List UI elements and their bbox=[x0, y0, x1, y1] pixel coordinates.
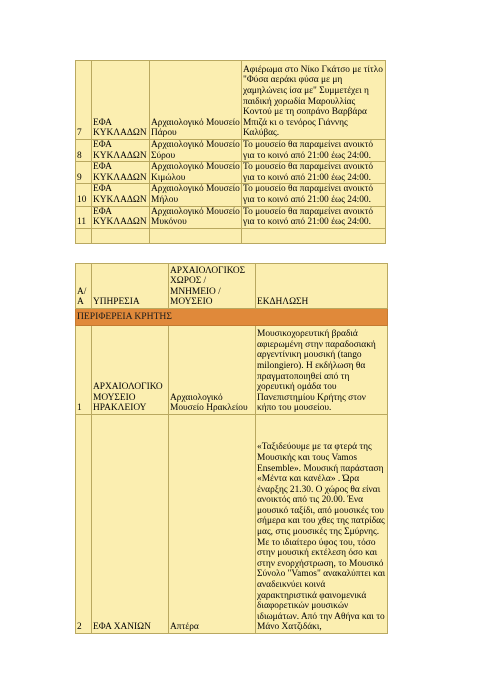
table-row bbox=[76, 162, 386, 184]
table-row bbox=[76, 184, 386, 206]
event-cell: Το μουσείο θα παραμείνει ανοικτό για το κοινό από 21:00 έως 24:00. bbox=[242, 184, 386, 206]
table-header-row bbox=[76, 264, 388, 309]
table-row bbox=[76, 206, 386, 228]
event-cell: Αφιέρωμα στο Νίκο Γκάτσο με τίτλο "Φύσα αεράκι φύσα με μη χαμηλώνεις ίσα με" Συμμετέχει η παιδική χορωδία Μαρουλλίας Κοντού με τη σοπράνο Βαρβάρα Μπιζά κι ο τενόρος Γιάννης Καλύβας. bbox=[242, 61, 386, 140]
header-num: Α/Α bbox=[76, 264, 92, 309]
header-service: ΥΠΗΡΕΣΙΑ bbox=[92, 264, 169, 309]
site-cell: Απτέρα bbox=[169, 415, 256, 634]
event-cell: Το μουσείο θα παραμείνει ανοικτό για το κοινό από 21:00 έως 24:00. bbox=[242, 206, 386, 228]
table-row bbox=[76, 415, 388, 634]
service-cell: ΕΦΑ ΧΑΝΙΩΝ bbox=[92, 415, 169, 634]
service-cell: ΕΦΑ ΚΥΚΛΑΔΩΝ bbox=[92, 162, 150, 184]
event-cell: Μουσικοχορευτική βραδιά αφιερωμένη στην παραδοσιακή αργεντίνικη μουσική (tango milongiero). Η εκδήλωση θα πραγματοποιηθεί από τη χορευτική ομάδα του Πανεπιστημίου Κρήτης στον κήπο του μουσείου. bbox=[256, 326, 388, 415]
site-cell: Αρχαιολογικό Μουσείο Μήλου bbox=[151, 184, 240, 205]
event-cell: Το μουσείο θα παραμείνει ανοικτό για το κοινό από 21:00 έως 24:00. bbox=[242, 162, 386, 184]
events-table-crete bbox=[75, 263, 388, 634]
event-cell: «Ταξιδεύουμε με τα φτερά της Μουσικής και τους Vamos Ensemble». Μουσική παράσταση «Μέντα και κανέλα» . Ώρα έναρξης 21.30. Ο χώρος θα είναι ανοικτός από τις 20.00. Ένα μουσικό ταξίδι, από μουσικές του σήμερα και του χθες της πατρίδας μας, στις μουσικές της Σμύρνης. Με το ιδιαίτερο ύφος του, τόσο στην μουσική εκτέλεση όσο και στην ενορχήστρωση, το Μουσικό Σύνολο "Vamos" ανακαλύπτει και αναδεικνύει κοινά χαρακτηριστικά φαινομενικά διαφορετικών μουσικών ιδιωμάτων. Από την Αθήνα και το Μάνο Χατζιδάκι, bbox=[256, 415, 388, 634]
region-label: ΠΕΡΙΦΕΡΕΙΑ ΚΡΗΤΗΣ bbox=[76, 309, 388, 326]
events-table-cyclades bbox=[75, 60, 386, 244]
header-event: ΕΚΔΗΛΩΣΗ bbox=[256, 264, 388, 309]
table-row-empty bbox=[76, 228, 386, 243]
site-cell: Αρχαιολογικό Μουσείο Σύρου bbox=[151, 140, 240, 161]
site-cell: Αρχαιολογικό Μουσείο Πάρου bbox=[150, 61, 242, 140]
service-cell: ΕΦΑ ΚΥΚΛΑΔΩΝ bbox=[92, 206, 150, 228]
service-cell: ΕΦΑ ΚΥΚΛΑΔΩΝ bbox=[92, 140, 150, 162]
table-row bbox=[76, 61, 386, 140]
row-number: 11 bbox=[76, 206, 92, 228]
site-cell: Αρχαιολογικό Μουσείο Κιμώλου bbox=[151, 162, 240, 183]
row-number: 9 bbox=[76, 162, 92, 184]
row-number: 1 bbox=[76, 326, 92, 415]
row-number: 8 bbox=[76, 140, 92, 162]
site-cell: Αρχαιολογικό Μουσείο Μυκόνου bbox=[151, 206, 240, 228]
table-row bbox=[76, 326, 388, 415]
row-number: 7 bbox=[76, 61, 92, 140]
region-row bbox=[76, 309, 388, 326]
row-number: 2 bbox=[76, 415, 92, 634]
site-cell: Αρχαιολογικό Μουσείο Ηρακλείου bbox=[169, 326, 256, 415]
event-cell: Το μουσείο θα παραμείνει ανοικτό για το κοινό από 21:00 έως 24:00. bbox=[242, 140, 386, 162]
service-cell: ΕΦΑ ΚΥΚΛΑΔΩΝ bbox=[92, 184, 150, 206]
table-row bbox=[76, 140, 386, 162]
row-number: 10 bbox=[76, 184, 92, 206]
header-site: ΑΡΧΑΙΟΛΟΓΙΚΟΣ ΧΩΡΟΣ / ΜΝΗΜΕΙΟ / ΜΟΥΣΕΙΟ bbox=[169, 264, 256, 309]
service-cell: ΕΦΑ ΚΥΚΛΑΔΩΝ bbox=[92, 61, 150, 140]
service-cell: ΑΡΧΑΙΟΛΟΓΙΚΟ ΜΟΥΣΕΙΟ ΗΡΑΚΛΕΙΟΥ bbox=[92, 326, 169, 415]
